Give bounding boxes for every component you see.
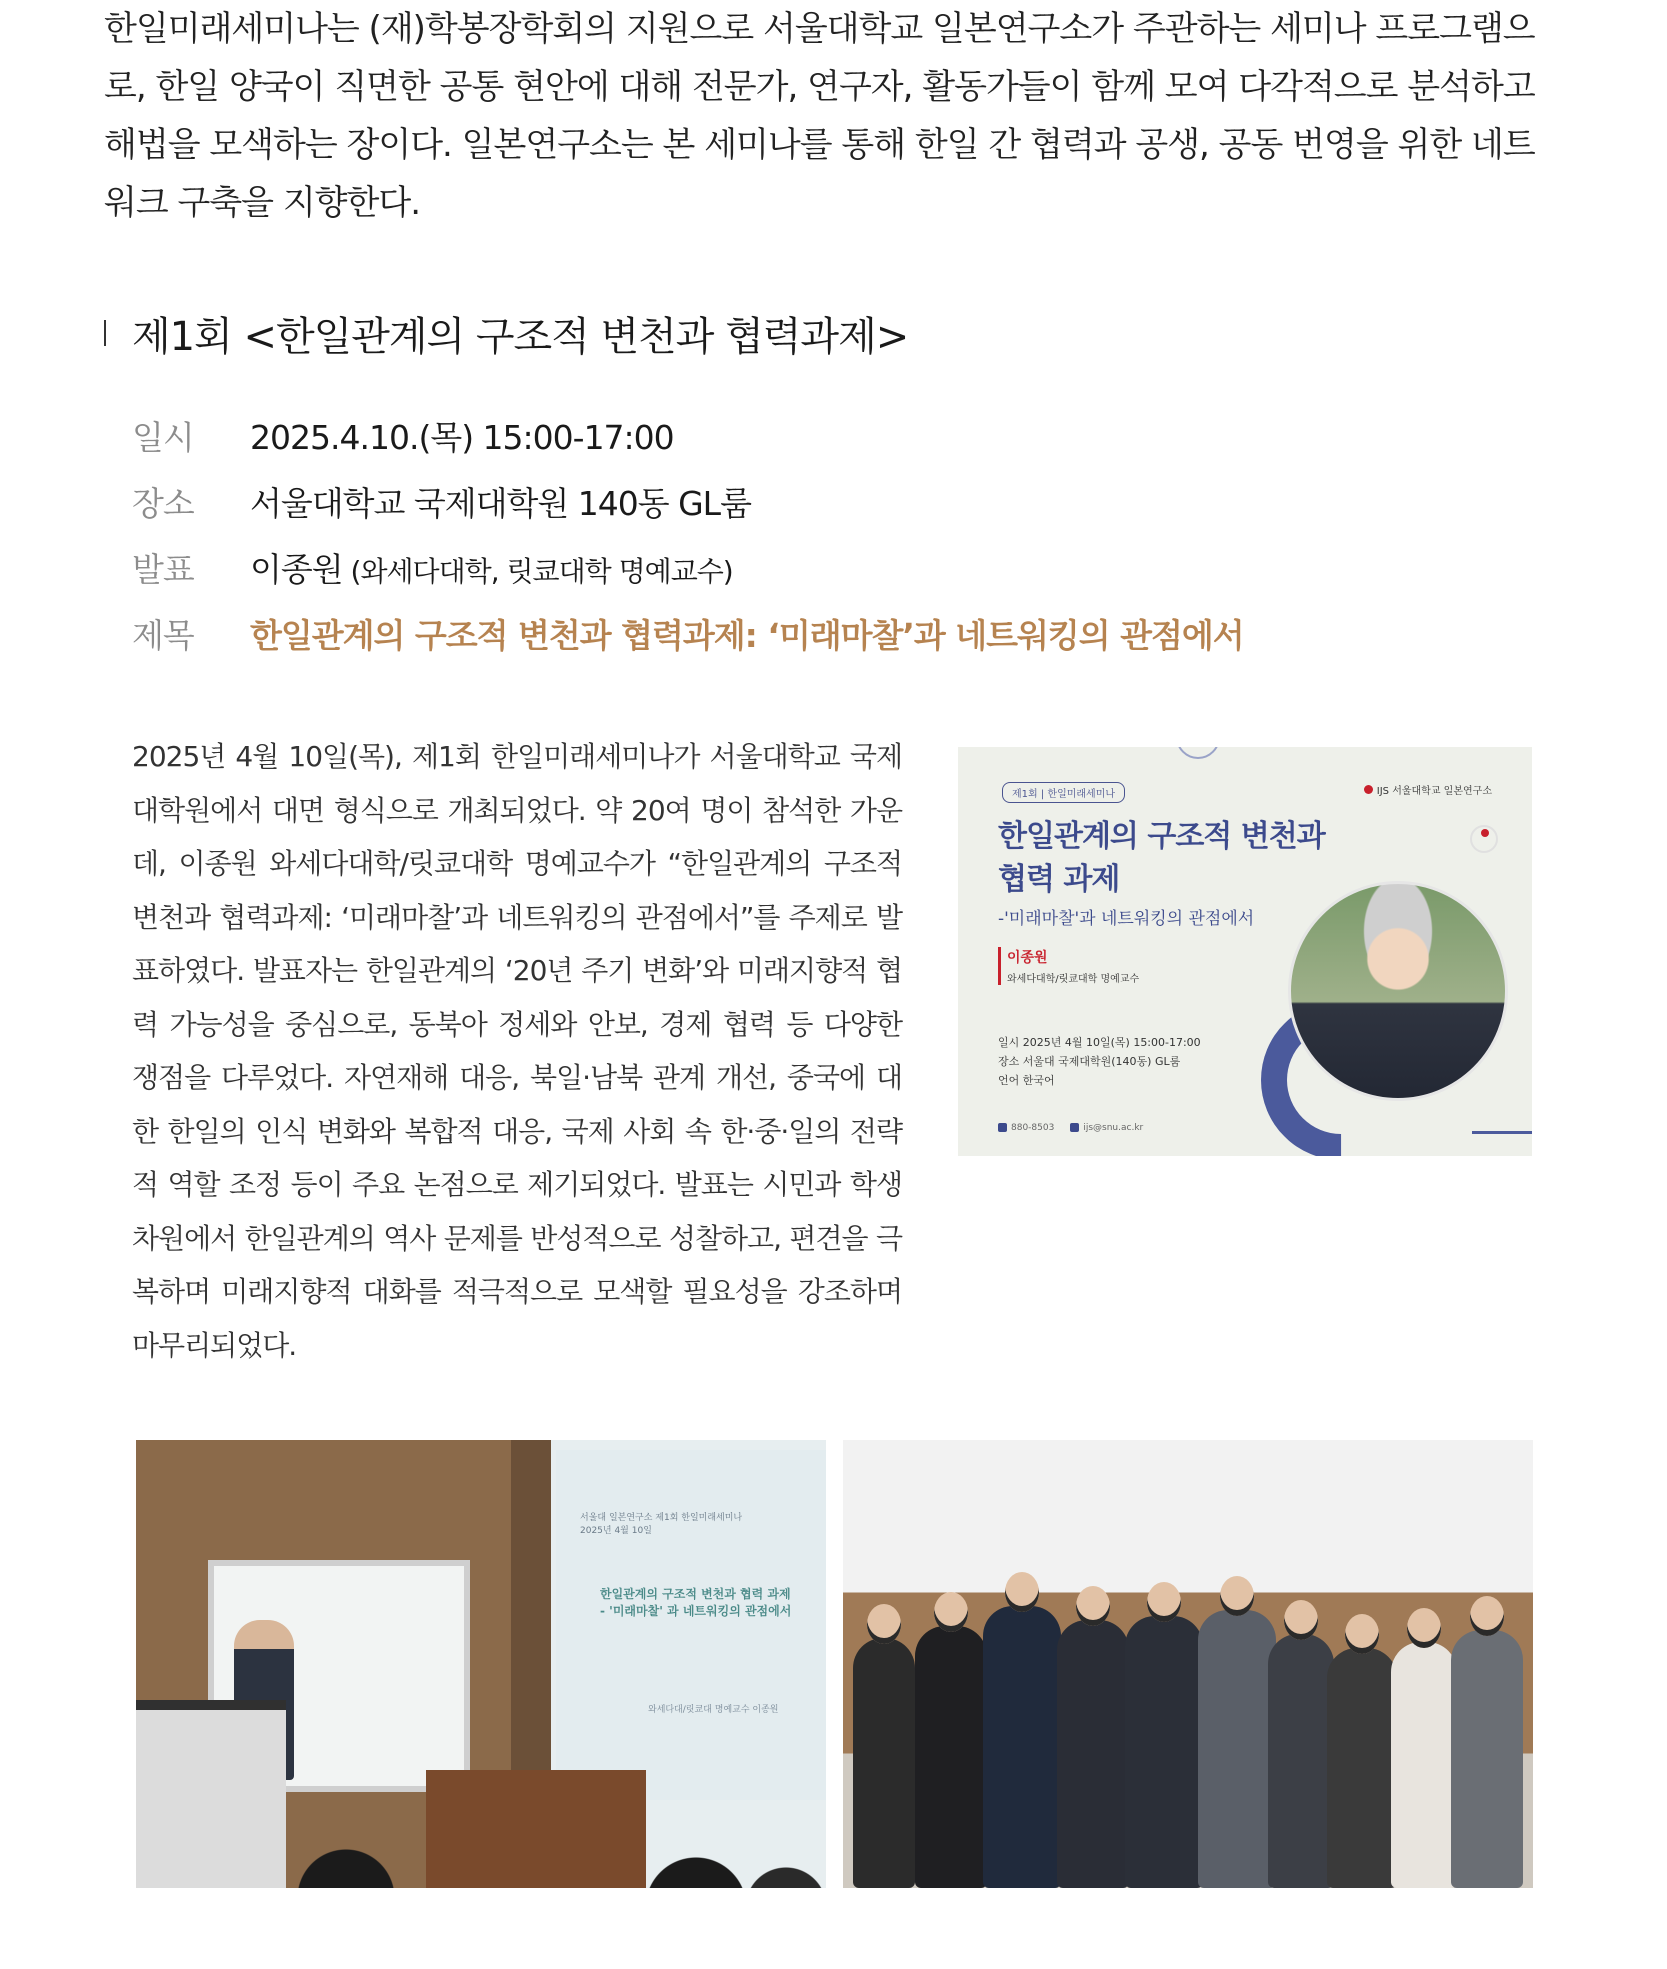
poster-detail-date: 일시 2025년 4월 10일(목) 15:00-17:00 (998, 1036, 1201, 1049)
date-label: 일시 (132, 417, 194, 457)
poster-title-line1: 한일관계의 구조적 변천과 (998, 819, 1325, 854)
poster-contact (998, 1123, 1143, 1133)
place-value: 서울대학교 국제대학원 140동 GL룸 (250, 483, 751, 523)
event-summary: 2025년 4월 10일(목), 제1회 한일미래세미나가 서울대학교 국제대학원에서 대면 형식으로 개최되었다. 약 20여 명이 참석한 가운데, 이종원 와세다대학/릿쿄대학 명예교수가 “한일관계의 구조적 변천과 협력과제: ‘미래마찰’과 네트워킹의 관점에서”를 주제로 발표하였다. 발표자는 한일관계의 ‘20년 주기 변화’와 미래지향적 협력 가능성을 중심으로, 동북아 정세와 안보, 경제 협력 등 다양한 쟁점을 다루었다. 자연재해 대응, 북일·남북 관계 개선, 중국에 대한 한일의 인식 변화와 복합적 대응, 국제 사회 속 한·중·일의 전략적 역할 조정 등이 주요 논점으로 제기되었다. 발표는 시민과 학생 차원에서 한일관계의 역사 문제를 반성적으로 성찰하고, 편견을 극복하며 미래지향적 대화를 적극적으로 모색할 필요성을 강조하며 마무리되었다. (132, 740, 902, 1362)
poster-speaker-name: 이종원 (1007, 950, 1048, 966)
info-row-speaker (132, 534, 1244, 600)
heading-bar (104, 320, 106, 346)
poster-decoration-line (1472, 1131, 1532, 1134)
poster-decoration-ring (1176, 747, 1220, 759)
poster-speaker-affiliation: 와세다대학/릿쿄대학 명예교수 (1007, 974, 1140, 985)
speaker-portrait (1288, 881, 1508, 1101)
poster-phone-number: 880-8503 (1011, 1123, 1055, 1133)
speaker-value (250, 544, 733, 591)
person (1391, 1642, 1457, 1888)
speaker-affiliation: (와세다대학, 릿쿄대학 명예교수) (342, 554, 733, 588)
poster-org-name: IJS 서울대학교 일본연구소 (1376, 786, 1492, 797)
person (1057, 1620, 1129, 1888)
event-info (132, 402, 1244, 666)
person (1327, 1648, 1397, 1888)
date-value: 2025.4.10.(목) 15:00-17:00 (250, 417, 674, 457)
poster-detail-place: 장소 서울대 국제대학원(140동) GL룸 (998, 1055, 1181, 1068)
screen-header (580, 1510, 742, 1536)
person (853, 1638, 915, 1888)
info-row-date (132, 402, 1244, 468)
event-poster (958, 747, 1532, 1156)
poster-decoration-dot (1470, 825, 1498, 853)
poster-details (998, 1033, 1201, 1090)
screen-speaker: 와세다대/릿쿄대 명예교수 이종원 (648, 1705, 779, 1715)
speaker-label: 발표 (132, 549, 194, 589)
section-title: 제1회 <한일관계의 구조적 변천과 협력과제> (132, 313, 909, 360)
screen-header-line1: 서울대 일본연구소 제1회 한일미래세미나 (580, 1513, 743, 1523)
poster-email-address: ijs@snu.ac.kr (1083, 1123, 1144, 1133)
poster-detail-lang: 언어 한국어 (998, 1074, 1055, 1087)
person (1451, 1630, 1523, 1888)
poster-email (1070, 1123, 1143, 1133)
info-row-place (132, 468, 1244, 534)
audience-heads (136, 1818, 826, 1888)
poster-title-line2: 협력 과제 (998, 862, 1120, 897)
phone-icon (998, 1123, 1007, 1132)
poster-org (1364, 782, 1492, 797)
group-photo (843, 1440, 1533, 1888)
person (1268, 1634, 1334, 1888)
person (983, 1606, 1061, 1888)
poster-title (998, 815, 1325, 901)
person (1125, 1616, 1203, 1888)
screen-title-line1: 한일관계의 구조적 변천과 협력 과제 (600, 1587, 791, 1601)
place-label: 장소 (132, 483, 194, 523)
poster-tag: 제1회 | 한일미래세미나 (1002, 782, 1125, 803)
info-row-topic (132, 600, 1244, 666)
lecture-photo (136, 1440, 826, 1888)
org-logo-icon (1364, 785, 1373, 794)
screen-header-line2: 2025년 4월 10일 (580, 1526, 652, 1536)
section-heading (104, 303, 908, 363)
screen-title-line2: - '미래마찰' 과 네트워킹의 관점에서 (600, 1604, 792, 1618)
projection-screen (556, 1450, 826, 1800)
poster-subtitle: -'미래마찰'과 네트워킹의 관점에서 (998, 909, 1255, 929)
poster-phone (998, 1123, 1054, 1133)
poster-speaker (998, 947, 1139, 985)
group-people (843, 1560, 1533, 1888)
topic-label: 제목 (132, 615, 194, 655)
topic-value: 한일관계의 구조적 변천과 협력과제: ‘미래마찰’과 네트워킹의 관점에서 (250, 615, 1244, 655)
person (1198, 1610, 1276, 1888)
intro-paragraph: 한일미래세미나는 (재)학봉장학회의 지원으로 서울대학교 일본연구소가 주관하는 세미나 프로그램으로, 한일 양국이 직면한 공통 현안에 대해 전문가, 연구자, 활동가들이 함께 모여 다각적으로 분석하고 해법을 모색하는 장이다. 일본연구소는 본 세미나를 통해 한일 간 협력과 공생, 공동 번영을 위한 네트워크 구축을 지향한다. (104, 9, 1535, 223)
speaker-name: 이종원 (250, 549, 343, 589)
screen-title (600, 1586, 791, 1620)
email-icon (1070, 1123, 1079, 1132)
person (915, 1626, 987, 1888)
